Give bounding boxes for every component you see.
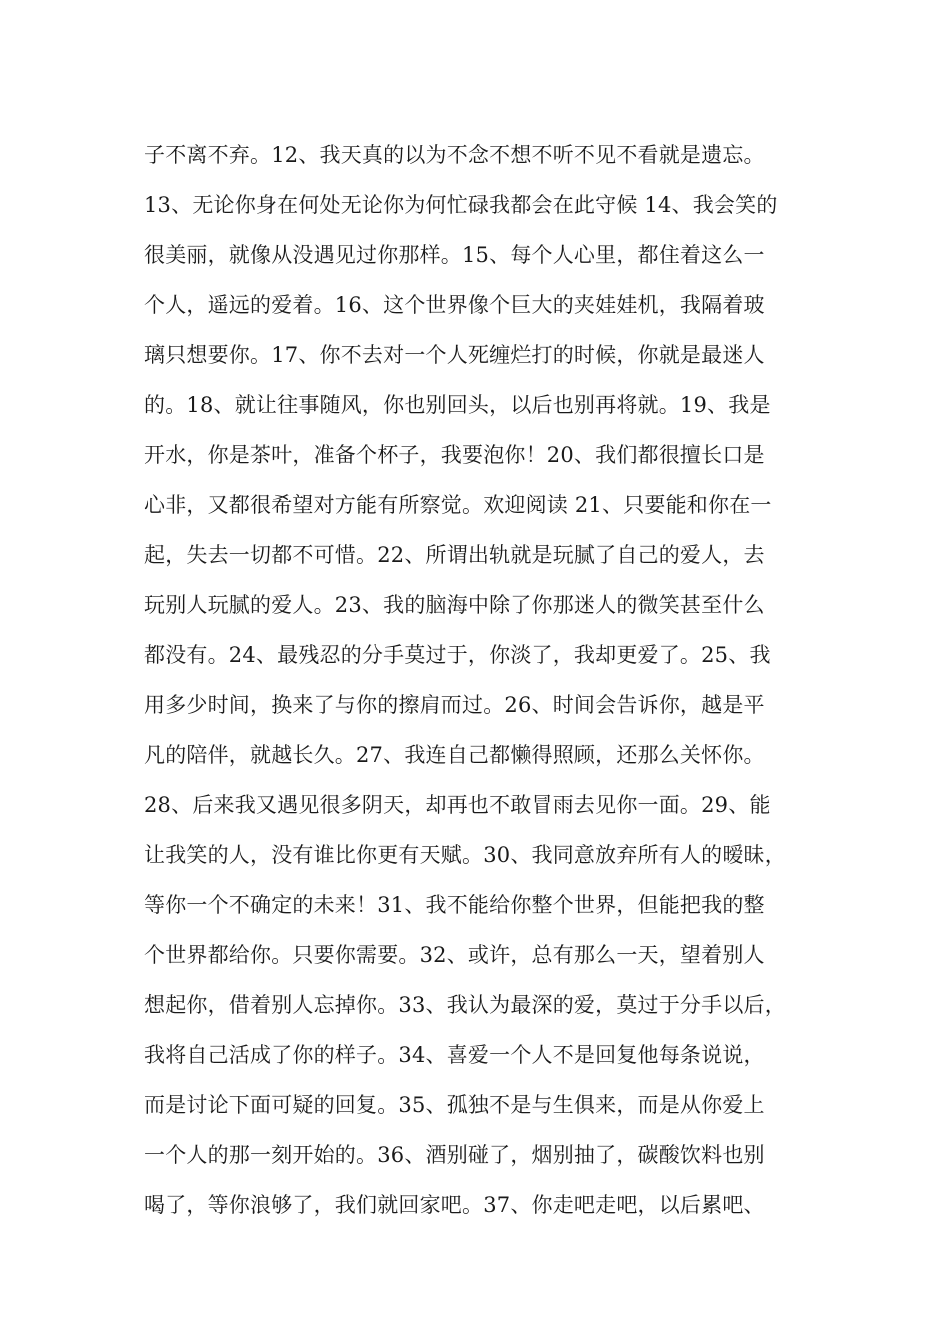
text-line: 28、后来我又遇见很多阴天，却再也不敢冒雨去见你一面。29、能 xyxy=(144,793,771,817)
text-line: 我将自己活成了你的样子。34、喜爱一个人不是回复他每条说说， xyxy=(144,1043,765,1067)
text-line: 心非，又都很希望对方能有所察觉。欢迎阅读 21、只要能和你在一 xyxy=(144,493,772,517)
text-line: 子不离不弃。12、我天真的以为不念不想不听不见不看就是遗忘。 xyxy=(144,143,765,167)
text-line: 等你一个不确定的未来！31、我不能给你整个世界，但能把我的整 xyxy=(144,893,765,917)
text-line: 开水，你是茶叶，准备个杯子，我要泡你！20、我们都很擅长口是 xyxy=(144,443,765,467)
text-line: 13、无论你身在何处无论你为何忙碌我都会在此守候 14、我会笑的 xyxy=(144,193,778,217)
text-line: 起，失去一切都不可惜。22、所谓出轨就是玩腻了自己的爱人，去 xyxy=(144,543,765,567)
text-line: 个世界都给你。只要你需要。32、或许，总有那么一天，望着别人 xyxy=(144,943,765,967)
text-line: 璃只想要你。17、你不去对一个人死缠烂打的时候，你就是最迷人 xyxy=(144,343,765,367)
text-line: 想起你，借着别人忘掉你。33、我认为最深的爱，莫过于分手以后， xyxy=(144,993,786,1017)
text-line: 凡的陪伴，就越长久。27、我连自己都懒得照顾，还那么关怀你。 xyxy=(144,743,765,767)
text-line: 而是讨论下面可疑的回复。35、孤独不是与生俱来，而是从你爱上 xyxy=(144,1093,765,1117)
text-line: 的。18、就让往事随风，你也别回头，以后也别再将就。19、我是 xyxy=(144,393,771,417)
text-line: 用多少时间，换来了与你的擦肩而过。26、时间会告诉你，越是平 xyxy=(144,693,765,717)
body-text xyxy=(144,130,834,1230)
text-line: 一个人的那一刻开始的。36、酒别碰了，烟别抽了，碳酸饮料也别 xyxy=(144,1143,765,1167)
text-line: 个人，遥远的爱着。16、这个世界像个巨大的夹娃娃机，我隔着玻 xyxy=(144,293,765,317)
text-line: 喝了，等你浪够了，我们就回家吧。37、你走吧走吧，以后累吧、 xyxy=(144,1193,765,1217)
text-line: 让我笑的人，没有谁比你更有天赋。30、我同意放弃所有人的暧昧， xyxy=(144,843,786,867)
text-line: 玩别人玩腻的爱人。23、我的脑海中除了你那迷人的微笑甚至什么 xyxy=(144,593,765,617)
text-line: 很美丽，就像从没遇见过你那样。15、每个人心里，都住着这么一 xyxy=(144,243,765,267)
text-line: 都没有。24、最残忍的分手莫过于，你淡了，我却更爱了。25、我 xyxy=(144,643,771,667)
